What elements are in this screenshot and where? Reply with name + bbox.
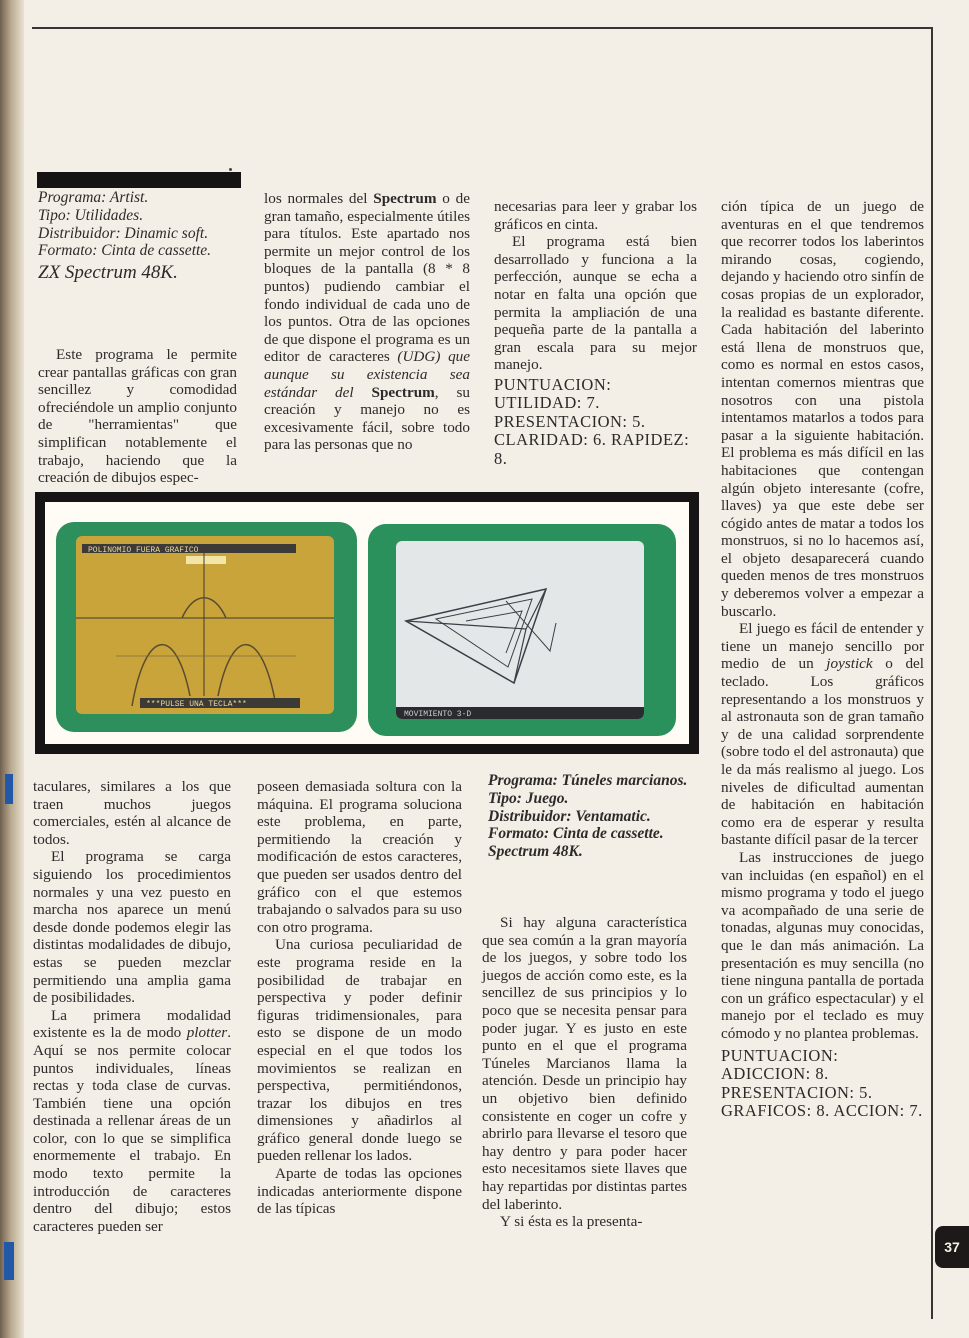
artist-screen xyxy=(76,536,334,714)
paragraph: taculares, similares a los que traen muchos juegos comerciales, estén al alcance de todos. xyxy=(33,778,231,848)
tuneles-screen xyxy=(396,541,644,719)
score: PUNTUACION: ADICCION: 8. PRESENTACION: 5. GRAFICOS: 8. ACCION: 7. xyxy=(721,1045,923,1120)
program-type: Tipo: Juego. xyxy=(488,789,569,807)
program-name: Programa: Túneles marcianos. xyxy=(488,772,688,789)
program-name: Programa: Artist. xyxy=(38,189,149,206)
section-bar xyxy=(37,172,241,188)
edge-mark xyxy=(5,774,13,804)
screen-prompt-text: ***PULSE UNA TECLA*** xyxy=(146,700,247,709)
paragraph: necesarias para leer y grabar los gráficos en cinta. xyxy=(494,198,697,233)
page-number: 37 xyxy=(935,1226,969,1268)
program-type: Tipo: Utilidades. xyxy=(38,206,144,224)
paragraph: Y si ésta es la presenta- xyxy=(500,1213,643,1231)
text-column xyxy=(38,346,237,487)
screen-status-text: MOVIMIENTO 3-D xyxy=(404,710,472,719)
program-distributor: Distribuidor: Ventamatic. xyxy=(488,807,651,825)
text-column xyxy=(257,778,462,1218)
edge-mark xyxy=(4,1242,14,1280)
screenshots-frame xyxy=(45,502,689,744)
paragraph: Aparte de todas las opciones indicadas anteriormente dispone de las típicas xyxy=(257,1165,462,1218)
screenshots-panel xyxy=(35,492,699,754)
paragraph: ción típica de un juego de aventuras en el que tendremos que recorrer todos los laberintos mirando cosas, cogiendo, dejando y haciendo otro sinfín de cosas propias de un explorador, la realidad es bastante diferente. Cada habitación del laberinto está llena de monstruos que, como es normal en estos casos, intentan comernos mientras que nosotros con una pistola intentamos matarlos a todos para pasar a la siguiente habitación. El problema es más difícil en las habitaciones que contengan algún objeto interesante (cofre, llaves) ya que este debe ser cógido antes de matar a todos los monstruos, si no lo hacemos así, el objeto desaparecerá cuando queden menos de tres monstruos y deberemos volver a empezar a buscarlo. xyxy=(721,198,924,620)
paragraph: Este programa le permite crear pantallas gráficas con gran sencillez y comodidad ofreciéndole un amplio conjunto de "herramientas" que simplifican notablemente el trabajo, haciendo que la creación de dibujos espec- xyxy=(38,346,237,487)
tv-screen-tuneles xyxy=(368,524,676,736)
paragraph: La primera modalidad existente es la de modo plotter. Aquí se nos permite colocar puntos individuales, líneas rectas y toda clase de curvas. También tiene una opción destinada a rellenar áreas de un color, con lo que se simplifica enormemente el trabajo. En modo texto permite la introducción de caracteres dentro del dibujo; estos caracteres pueden ser xyxy=(33,1006,231,1235)
screen-menu-text: POLINOMIO FUERA GRAFICO xyxy=(88,546,199,555)
paragraph: El programa está bien desarrollado y funciona a la perfección, aunque se echa a notar en falta una opción que permita la ampliación de una pequeña parte de la pantalla a gran escala para su mejor manejo. xyxy=(494,233,697,374)
paragraph: poseen demasiada soltura con la máquina. El programa soluciona este problema, en parte, permitiendo la creación y modificación de estos caracteres, que pueden ser usados dentro del gráfico con el que estemos trabajando o salvados para su uso con otro programa. xyxy=(257,778,462,936)
paragraph: los normales del Spectrum o de gran tamaño, especialmente útiles para títulos. Este apartado nos permite un mejor control de los bloques de la pantalla (8 * 8 puntos) pudiendo cambiar el fondo individual de cada uno de los puntos. Otra de las opciones de que dispone el programa es un editor de caracteres (UDG) que aunque su existencia sea estándar del Spectrum, su creación y manejo no es excesivamente fácil, sobre todo para las personas que no xyxy=(264,190,471,454)
paragraph: Una curiosa peculiaridad de este programa reside en la posibilidad de trabajar en perspectiva y poder definir figuras tridimensionales, para esto se dispone de un modo especial en el que todos los movimientos se realizan en perspectiva, permitiéndonos, trazar los dibujos en tres dimensiones y añadirlos al gráfico general donde luego se pueden rellenar los lados. xyxy=(257,936,462,1165)
ink-dot xyxy=(229,168,232,171)
tuneles-info xyxy=(488,772,688,861)
perspective-drawing xyxy=(396,541,644,719)
program-distributor: Distribuidor: Dinamic soft. xyxy=(38,224,209,242)
tv-screen-artist xyxy=(56,522,357,732)
paragraph: Las instrucciones de juego van incluidas (en español) en el mismo programa y todo el juego va acompañado de una serie de tonadas, algunas muy conocidas, que le dan más animación. La presentación es muy sencilla (no tiene ninguna pantalla de portada con un gráfico espectacular) y el manejo por el teclado es muy cómodo y no plantea problemas. xyxy=(721,848,924,1042)
page-spine xyxy=(0,0,24,1338)
artist-graph xyxy=(76,536,334,714)
text-column xyxy=(264,190,470,454)
text-column xyxy=(721,198,924,1121)
text-column xyxy=(33,778,231,1235)
program-machine: Spectrum 48K. xyxy=(488,843,583,861)
program-format: Formato: Cinta de cassette. xyxy=(38,242,212,260)
text-column xyxy=(482,914,687,1231)
artist-info xyxy=(38,189,238,286)
program-machine: ZX Spectrum 48K. xyxy=(38,262,178,284)
paragraph: El programa se carga siguiendo los procedimientos normales y una vez puesto en marcha nos aparece un menú desde donde podemos elegir las distintas modalidades de dibujo, estas se pueden mezclar permitiendo una amplia gama de posibilidades. xyxy=(33,848,231,1007)
score: PUNTUACION: UTILIDAD: 7. PRESENTACION: 5. CLARIDAD: 6. RAPIDEZ: 8. xyxy=(494,374,690,468)
program-format: Formato: Cinta de cassette. xyxy=(488,825,664,843)
text-column xyxy=(494,198,697,468)
paragraph: Si hay alguna característica que sea común a la gran mayoría de los juegos, y sobre todo los juegos de acción como este, es la sencillez de sus principios y lo poco que se necesita pensar para poder jugar. Y es justo en este punto en el que el programa Túneles Marcianos llama la atención. Desde un principio hay un objetivo bien definido consistente en coger un cofre y abrirlo para llevarse el tesoro que hay dentro y para poder hacer esto necesitamos siete llaves que hay repartidas por distintas partes del laberinto. xyxy=(482,914,687,1213)
paragraph: El juego es fácil de entender y tiene un manejo sencillo por medio de un joystick o del teclado. Los gráficos representando a los monstruos y al astronauta son de gran tamaño y de una calidad sorprendente (sobre todo el del astronauta) que le da más realismo al juego. Los niveles de dificultad aumentan de habitación en habitación como era de esperar y resulta bastante difícil pasar de la tercer xyxy=(721,620,924,849)
